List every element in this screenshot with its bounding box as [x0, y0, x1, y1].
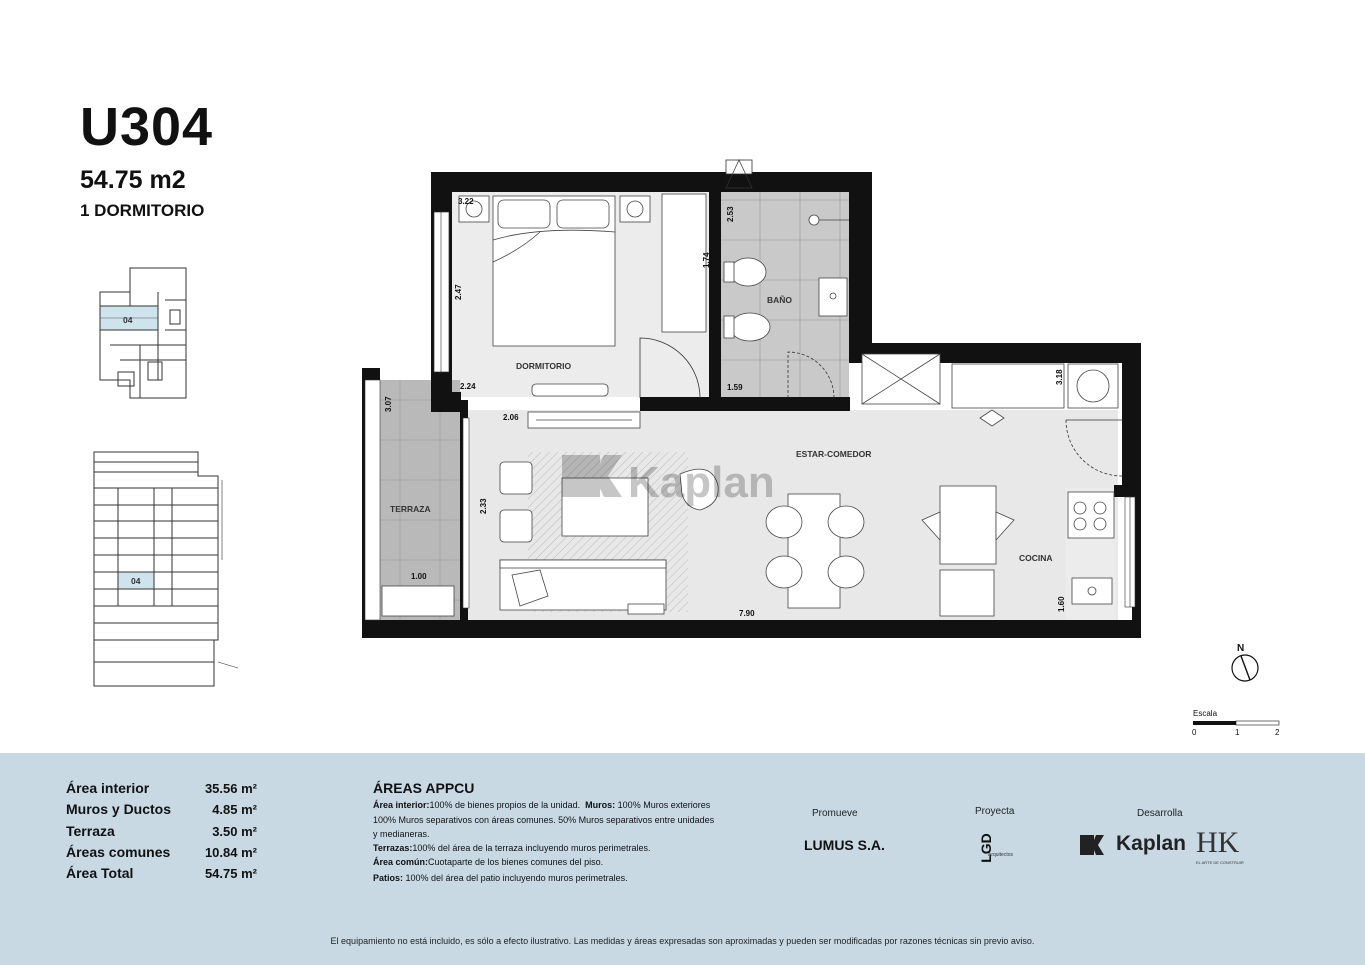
room-label-cocina: COCINA: [1019, 553, 1053, 563]
keyplan-elevation: [94, 452, 238, 686]
appcu-desc: 100% Muros exteriores: [617, 800, 711, 810]
keyplan-elevation-label: 04: [131, 576, 141, 586]
unit-area: 54.75 m2: [80, 166, 186, 194]
hk-logo-sub: EL ARTE DE CONSTRUIR: [1196, 860, 1244, 865]
area-value: 10.84 m²: [204, 845, 257, 860]
dim-1-74: 1.74: [702, 252, 711, 268]
area-label: Área Total: [66, 865, 134, 881]
compass-north-label: N: [1237, 643, 1245, 654]
appcu-line-3: y medianeras.: [373, 829, 430, 839]
scale-bar: [1192, 709, 1280, 737]
dim-2-33: 2.33: [479, 498, 488, 514]
north-compass: [1232, 643, 1258, 681]
hk-logo: HK: [1196, 826, 1240, 859]
area-label: Área interior: [66, 780, 150, 796]
dim-3-07: 3.07: [384, 396, 393, 412]
lgd-logo-sub: Arquitectos: [988, 852, 1014, 858]
footer-panel: [0, 753, 1365, 965]
dim-1-60: 1.60: [1057, 596, 1066, 612]
appcu-line-1: [373, 798, 710, 812]
watermark-text: Kaplan: [628, 458, 775, 507]
dim-2-47: 2.47: [454, 284, 463, 300]
dim-1-00: 1.00: [411, 572, 427, 581]
appcu-desc: Cuotaparte de los bienes comunes del piso.: [428, 857, 604, 867]
unit-code: U304: [80, 97, 214, 157]
dim-7-90: 7.90: [739, 609, 755, 618]
desarrolla-label: Desarrolla: [1137, 808, 1183, 819]
dim-3-18: 3.18: [1055, 369, 1064, 385]
appcu-line-6: [373, 871, 628, 885]
area-label: Áreas comunes: [66, 844, 171, 860]
appcu-line-2: 100% Muros separativos con áreas comunes. 50% Muros separativos entre unidades: [373, 815, 715, 825]
room-label-bano: BAÑO: [767, 295, 793, 305]
dim-1-59: 1.59: [727, 383, 743, 392]
appcu-term: Terrazas:: [373, 843, 413, 853]
appcu-title: ÁREAS APPCU: [373, 780, 475, 796]
appcu-desc: 100% de bienes propios de la unidad.: [429, 800, 581, 810]
unit-type: 1 DORMITORIO: [80, 201, 205, 220]
promueve-value: LUMUS S.A.: [804, 837, 885, 853]
dim-2-53: 2.53: [726, 206, 735, 222]
area-value: 54.75 m²: [204, 866, 257, 881]
keyplan-unit-label: 04: [123, 315, 133, 325]
kaplan-logo-text: Kaplan: [1116, 832, 1187, 855]
promueve-label: Promueve: [812, 808, 858, 819]
appcu-term: Muros:: [585, 800, 616, 810]
scale-tick-2: 2: [1275, 728, 1280, 737]
appcu-desc: 100% del área del patio incluyendo muros perimetrales.: [405, 873, 628, 883]
kaplan-logo-icon: [1080, 835, 1114, 860]
room-label-estar-comedor: ESTAR-COMEDOR: [796, 449, 872, 459]
room-label-dormitorio: DORMITORIO: [516, 361, 572, 371]
scale-tick-1: 1: [1235, 728, 1240, 737]
disclaimer: El equipamiento no está incluido, es sólo a efecto ilustrativo. Las medidas y áreas expresadas son aproximadas y pueden ser modificadas por razones técnicas sin previo aviso.: [330, 936, 1035, 946]
scale-title: Escala: [1193, 709, 1218, 718]
appcu-term: Área común:: [373, 857, 429, 867]
room-label-terraza: TERRAZA: [390, 504, 431, 514]
dim-3-22: 3.22: [458, 197, 474, 206]
keyplan-floor: [100, 268, 186, 398]
appcu-desc: 100% del área de la terraza incluyendo muros perimetrales.: [412, 843, 651, 853]
dim-2-06: 2.06: [503, 413, 519, 422]
area-value: 35.56 m²: [204, 781, 257, 796]
appcu-line-5: [373, 855, 603, 869]
area-label: Muros y Ductos: [66, 801, 172, 817]
appcu-term: Área interior:: [373, 800, 430, 810]
appcu-term: Patios:: [373, 873, 404, 883]
proyecta-label: Proyecta: [975, 806, 1015, 817]
scale-tick-0: 0: [1192, 728, 1197, 737]
dim-2-24: 2.24: [460, 382, 476, 391]
appcu-line-4: [373, 841, 651, 855]
area-value: 4.85 m²: [212, 802, 257, 817]
area-value: 3.50 m²: [212, 824, 257, 839]
area-label: Terraza: [66, 823, 115, 839]
lgd-logo: LGD: [978, 833, 994, 863]
